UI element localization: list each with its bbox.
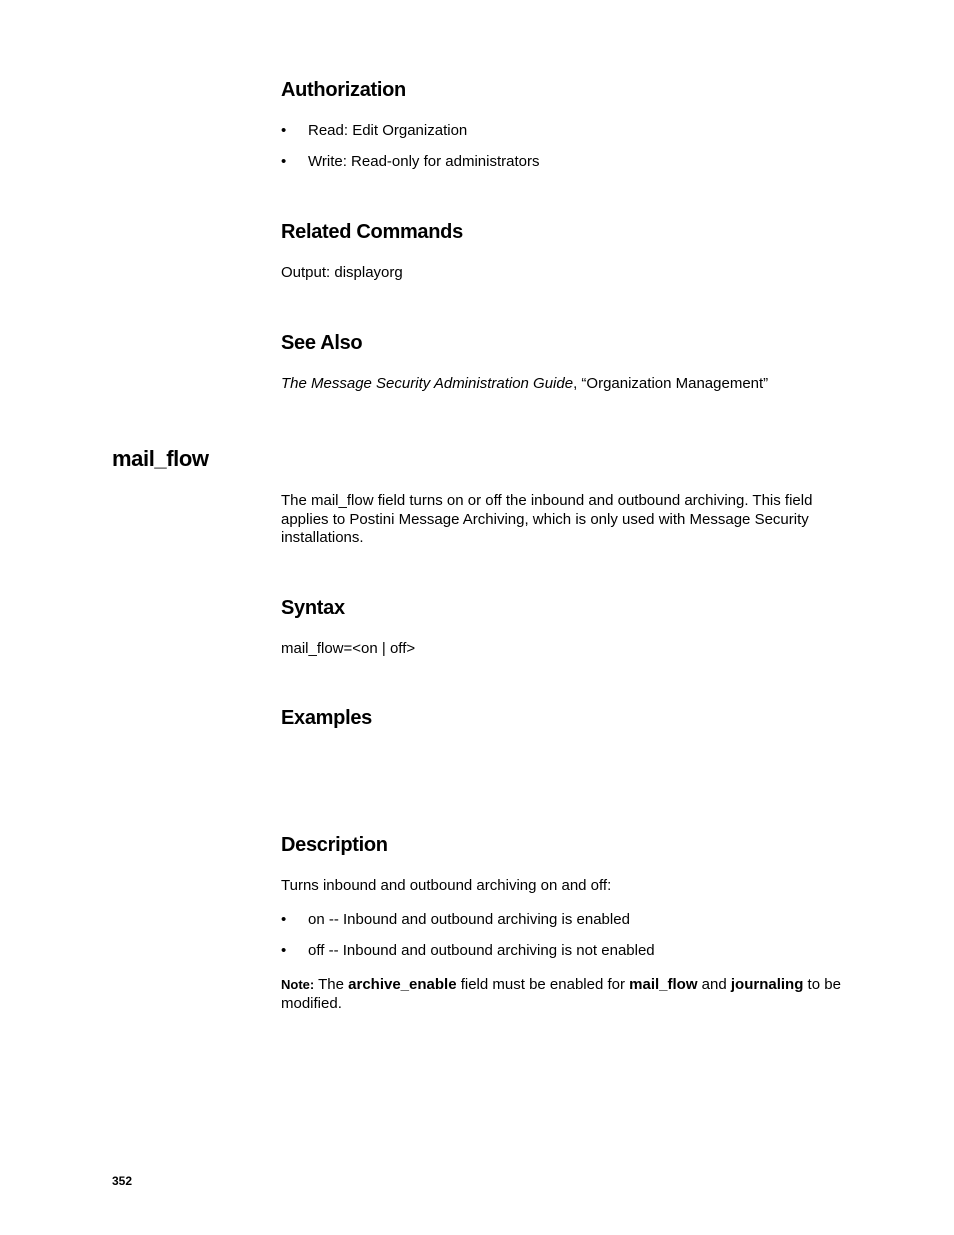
see-also-text: The Message Security Administration Guide, “Organization Management”	[281, 375, 769, 392]
page-number: 352	[112, 1174, 133, 1188]
guide-title: The Message Security Administration Guide	[281, 375, 574, 392]
examples-heading: Examples	[281, 707, 372, 729]
note-label: Note:	[281, 977, 315, 992]
bullet-icon: •	[281, 122, 287, 139]
list-item: • Write: Read-only for administrators	[281, 153, 540, 170]
description-heading: Description	[281, 834, 388, 856]
bullet-icon: •	[281, 153, 287, 170]
related-commands-heading: Related Commands	[281, 221, 463, 243]
related-commands-text: Output: displayorg	[281, 264, 403, 281]
list-item: • on -- Inbound and outbound archiving is enabled	[281, 911, 630, 928]
authorization-heading: Authorization	[281, 79, 406, 101]
bullet-icon: •	[281, 911, 287, 928]
syntax-text: mail_flow=<on | off>	[281, 640, 416, 657]
note: Note: The archive_enable field must be enabled for mail_flow and journaling to be modified.	[281, 976, 841, 1012]
list-item: • Read: Edit Organization	[281, 122, 468, 139]
section-intro: The mail_flow field turns on or off the inbound and outbound archiving. This field applies to Postini Message Archiving, which is only used with Message Security installations.	[281, 492, 813, 546]
list-item: • off -- Inbound and outbound archiving is not enabled	[281, 942, 655, 959]
bullet-icon: •	[281, 942, 287, 959]
see-also-heading: See Also	[281, 332, 363, 354]
description-intro: Turns inbound and outbound archiving on and off:	[281, 877, 612, 894]
section-title: mail_flow	[112, 446, 209, 471]
syntax-heading: Syntax	[281, 597, 345, 619]
